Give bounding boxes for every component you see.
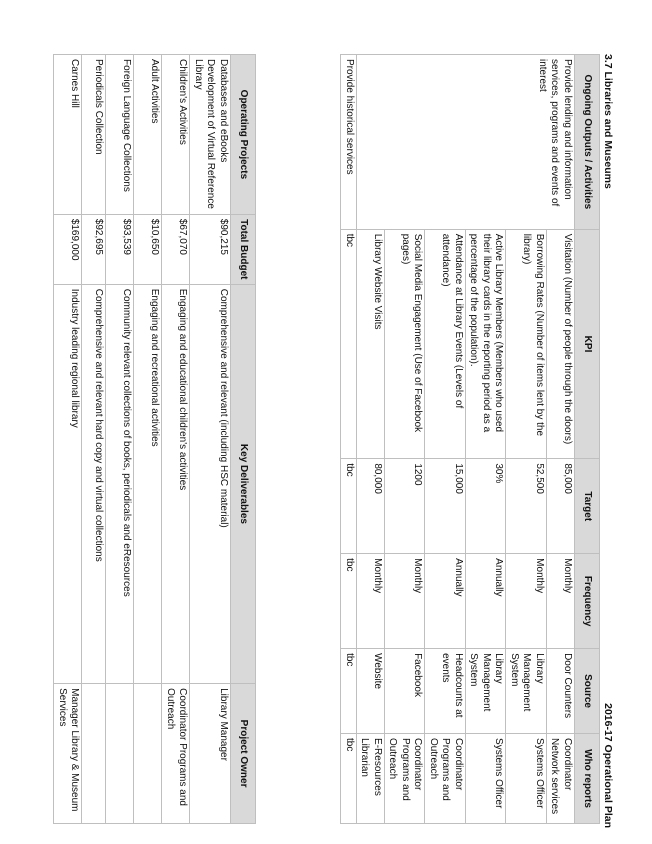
table-cell: Community relevant collections of books, periodicals and eResources [106, 284, 134, 683]
table-cell: 80,000 [357, 459, 385, 554]
table-cell: 85,000 [547, 459, 575, 554]
table-cell: Carnes Hill [54, 55, 82, 215]
table-cell: Engaging and educational children's activities [162, 284, 190, 683]
col-header: Frequency [575, 554, 600, 649]
table-cell: Coordinator Programs and Outreach [425, 734, 466, 824]
table-row [162, 55, 190, 824]
table-cell: $90,215 [190, 214, 231, 284]
table-cell: E-Resources Librarian [357, 734, 385, 824]
table-row [82, 55, 106, 824]
table-row [190, 55, 231, 824]
col-header: Project Owner [231, 684, 256, 824]
table-cell: Periodicals Collection [82, 55, 106, 215]
projects-header-row [231, 55, 256, 824]
table-cell: Industry leading regional library [54, 284, 82, 683]
table-cell: 1200 [385, 459, 426, 554]
table-cell: Provide lending and information services, programs and events of interest [357, 55, 575, 230]
table-cell: Databases and eBooks Development of Virtual Reference Library [190, 55, 231, 215]
table-cell: Coordinator Network services [547, 734, 575, 824]
table-cell: Monthly [357, 554, 385, 649]
table-row [547, 55, 575, 824]
table-cell: $10,650 [134, 214, 162, 284]
projects-table [54, 54, 257, 824]
table-cell: $67,070 [162, 214, 190, 284]
col-header: Key Deliverables [231, 284, 256, 683]
table-cell: $92,695 [82, 214, 106, 284]
table-cell: $93,539 [106, 214, 134, 284]
col-header: KPI [575, 229, 600, 459]
plan-title: 2016-17 Operational Plan [602, 703, 614, 828]
outputs-table [341, 54, 601, 824]
table-cell: Door Counters [547, 649, 575, 734]
table-cell: Library Management System [506, 649, 547, 734]
table-cell [106, 684, 134, 824]
table-cell [82, 684, 106, 824]
table-cell: Children's Activities [162, 55, 190, 215]
table-cell: Monthly [547, 554, 575, 649]
table-row [134, 55, 162, 824]
table-cell [134, 684, 162, 824]
table-cell: 52,500 [506, 459, 547, 554]
table-cell: Visitation (Number of people through the doors) [547, 229, 575, 459]
table-cell: tbc [341, 229, 357, 459]
table-cell: Coordinator Programs and Outreach [385, 734, 426, 824]
table-cell: tbc [341, 649, 357, 734]
table-cell: Monthly [506, 554, 547, 649]
table-cell: 30% [466, 459, 507, 554]
table-cell: Facebook [385, 649, 426, 734]
table-cell: Annually [425, 554, 466, 649]
table-cell: Monthly [385, 554, 426, 649]
table-cell: 15,000 [425, 459, 466, 554]
table-cell: Engaging and recreational activities [134, 284, 162, 683]
table-cell: tbc [341, 459, 357, 554]
table-cell: Active Library Members (Members who used their library cards in the reporting period as a percentage of the population). [466, 229, 507, 459]
table-cell: tbc [341, 734, 357, 824]
outputs-header-row [575, 55, 600, 824]
col-header: Source [575, 649, 600, 734]
table-cell: Manager Library & Museum Services [54, 684, 82, 824]
table-cell: Comprehensive and relevant hard copy and virtual collections [82, 284, 106, 683]
table-row [54, 55, 82, 824]
col-header: Ongoing Outputs / Activities [575, 55, 600, 230]
col-header: Who reports [575, 734, 600, 824]
table-cell: Social Media Engagement (Use of Facebook pages) [385, 229, 426, 459]
section-title: 3.7 Libraries and Museums [602, 54, 614, 189]
table-cell: Library Manager [190, 684, 231, 824]
table-cell: Foreign Language Collections [106, 55, 134, 215]
table-cell: Attendance at Library Events (Levels of attendance) [425, 229, 466, 459]
table-cell: Headcounts at events [425, 649, 466, 734]
table-cell: Provide historical services [341, 55, 357, 230]
table-row [106, 55, 134, 824]
table-cell: Coordinator Programs and Outreach [162, 684, 190, 824]
table-cell: Systems Officer [506, 734, 547, 824]
col-header: Target [575, 459, 600, 554]
table-cell: Website [357, 649, 385, 734]
col-header: Operating Projects [231, 55, 256, 215]
col-header: Total Budget [231, 214, 256, 284]
table-cell: Comprehensive and relevant (including HSC material) [190, 284, 231, 683]
table-row [341, 55, 357, 824]
table-cell: Library Website Visits [357, 229, 385, 459]
table-cell: Borrowing Rates (Number of items lent by the library) [506, 229, 547, 459]
table-cell: tbc [341, 554, 357, 649]
table-cell: Systems Officer [466, 734, 507, 824]
table-cell: Library Management System [466, 649, 507, 734]
table-cell: $169,000 [54, 214, 82, 284]
table-cell: Annually [466, 554, 507, 649]
table-cell: Adult Activities [134, 55, 162, 215]
